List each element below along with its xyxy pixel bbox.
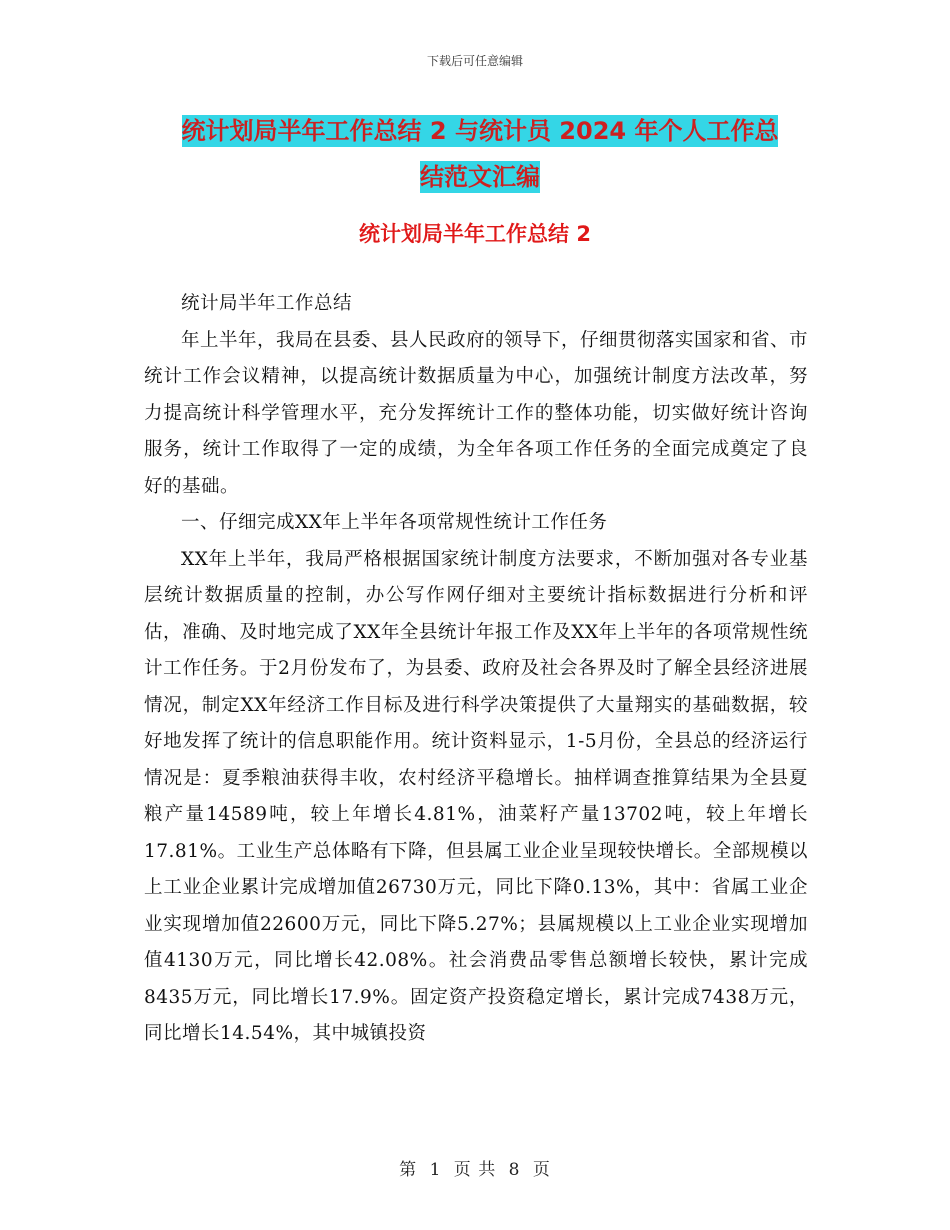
page-footer	[0, 1155, 950, 1180]
paragraph-section-heading: 一、仔细完成XX年上半年各项常规性统计工作任务	[181, 512, 608, 533]
paragraph-body: XX年上半年，我局严格根据国家统计制度方法要求，不断加强对各专业基层统计数据质量的控制，办公写作网仔细对主要统计指标数据进行分析和评估，准确、及时地完成了XX年全县统计年报工作及XX年上半年的各项常规性统计工作任务。于2月份发布了，为县委、政府及社会各界及时了解全县经济进展情况，制定XX年经济工作目标及进行科学决策提供了大量翔实的基础数据，较好地发挥了统计的信息职能作用。统计资料显示，1-5月份，全县总的经济运行情况是：夏季粮油获得丰收，农村经济平稳增长。抽样调查推算结果为全县夏粮产量14589吨，较上年增长4.81%，油菜籽产量13702吨，较上年增长17.81%。工业生产总体略有下降，但县属工业企业呈现较快增长。全部规模以上工业企业累计完成增加值26730万元，同比下降0.13%，其中：省属工业企业实现增加值22600万元，同比下降5.27%；县属规模以上工业企业实现增加值4130万元，同比增长42.08%。社会消费品零售总额增长较快，累计完成8435万元，同比增长17.9%。固定资产投资稳定增长，累计完成7438万元，同比增长14.54%，其中城镇投资	[144, 548, 808, 1044]
paragraph-intro: 年上半年，我局在县委、县人民政府的领导下，仔细贯彻落实国家和省、市统计工作会议精神，以提高统计数据质量为中心，加强统计制度方法改革，努力提高统计科学管理水平，充分发挥统计工作的整体功能，切实做好统计咨询服务，统计工作取得了一定的成绩，为全年各项工作任务的全面完成奠定了良好的基础。	[144, 329, 809, 497]
section-title: 统计划局半年工作总结 2	[359, 222, 591, 246]
document-title-line2: 结范文汇编	[420, 163, 540, 191]
footer-total-pages: 8	[508, 1160, 521, 1180]
footer-suffix: 页	[532, 1160, 551, 1180]
header-note: 下载后可任意编辑	[426, 54, 523, 68]
document-title-line1: 统计划局半年工作总结 2 与统计员 2024 年个人工作总	[181, 117, 779, 145]
document-title	[140, 108, 820, 200]
footer-prefix: 第	[399, 1160, 418, 1180]
body-text	[144, 286, 808, 1053]
footer-middle: 页 共	[453, 1160, 497, 1180]
paragraph-heading: 统计局半年工作总结	[181, 293, 353, 314]
footer-current-page: 1	[429, 1160, 442, 1180]
